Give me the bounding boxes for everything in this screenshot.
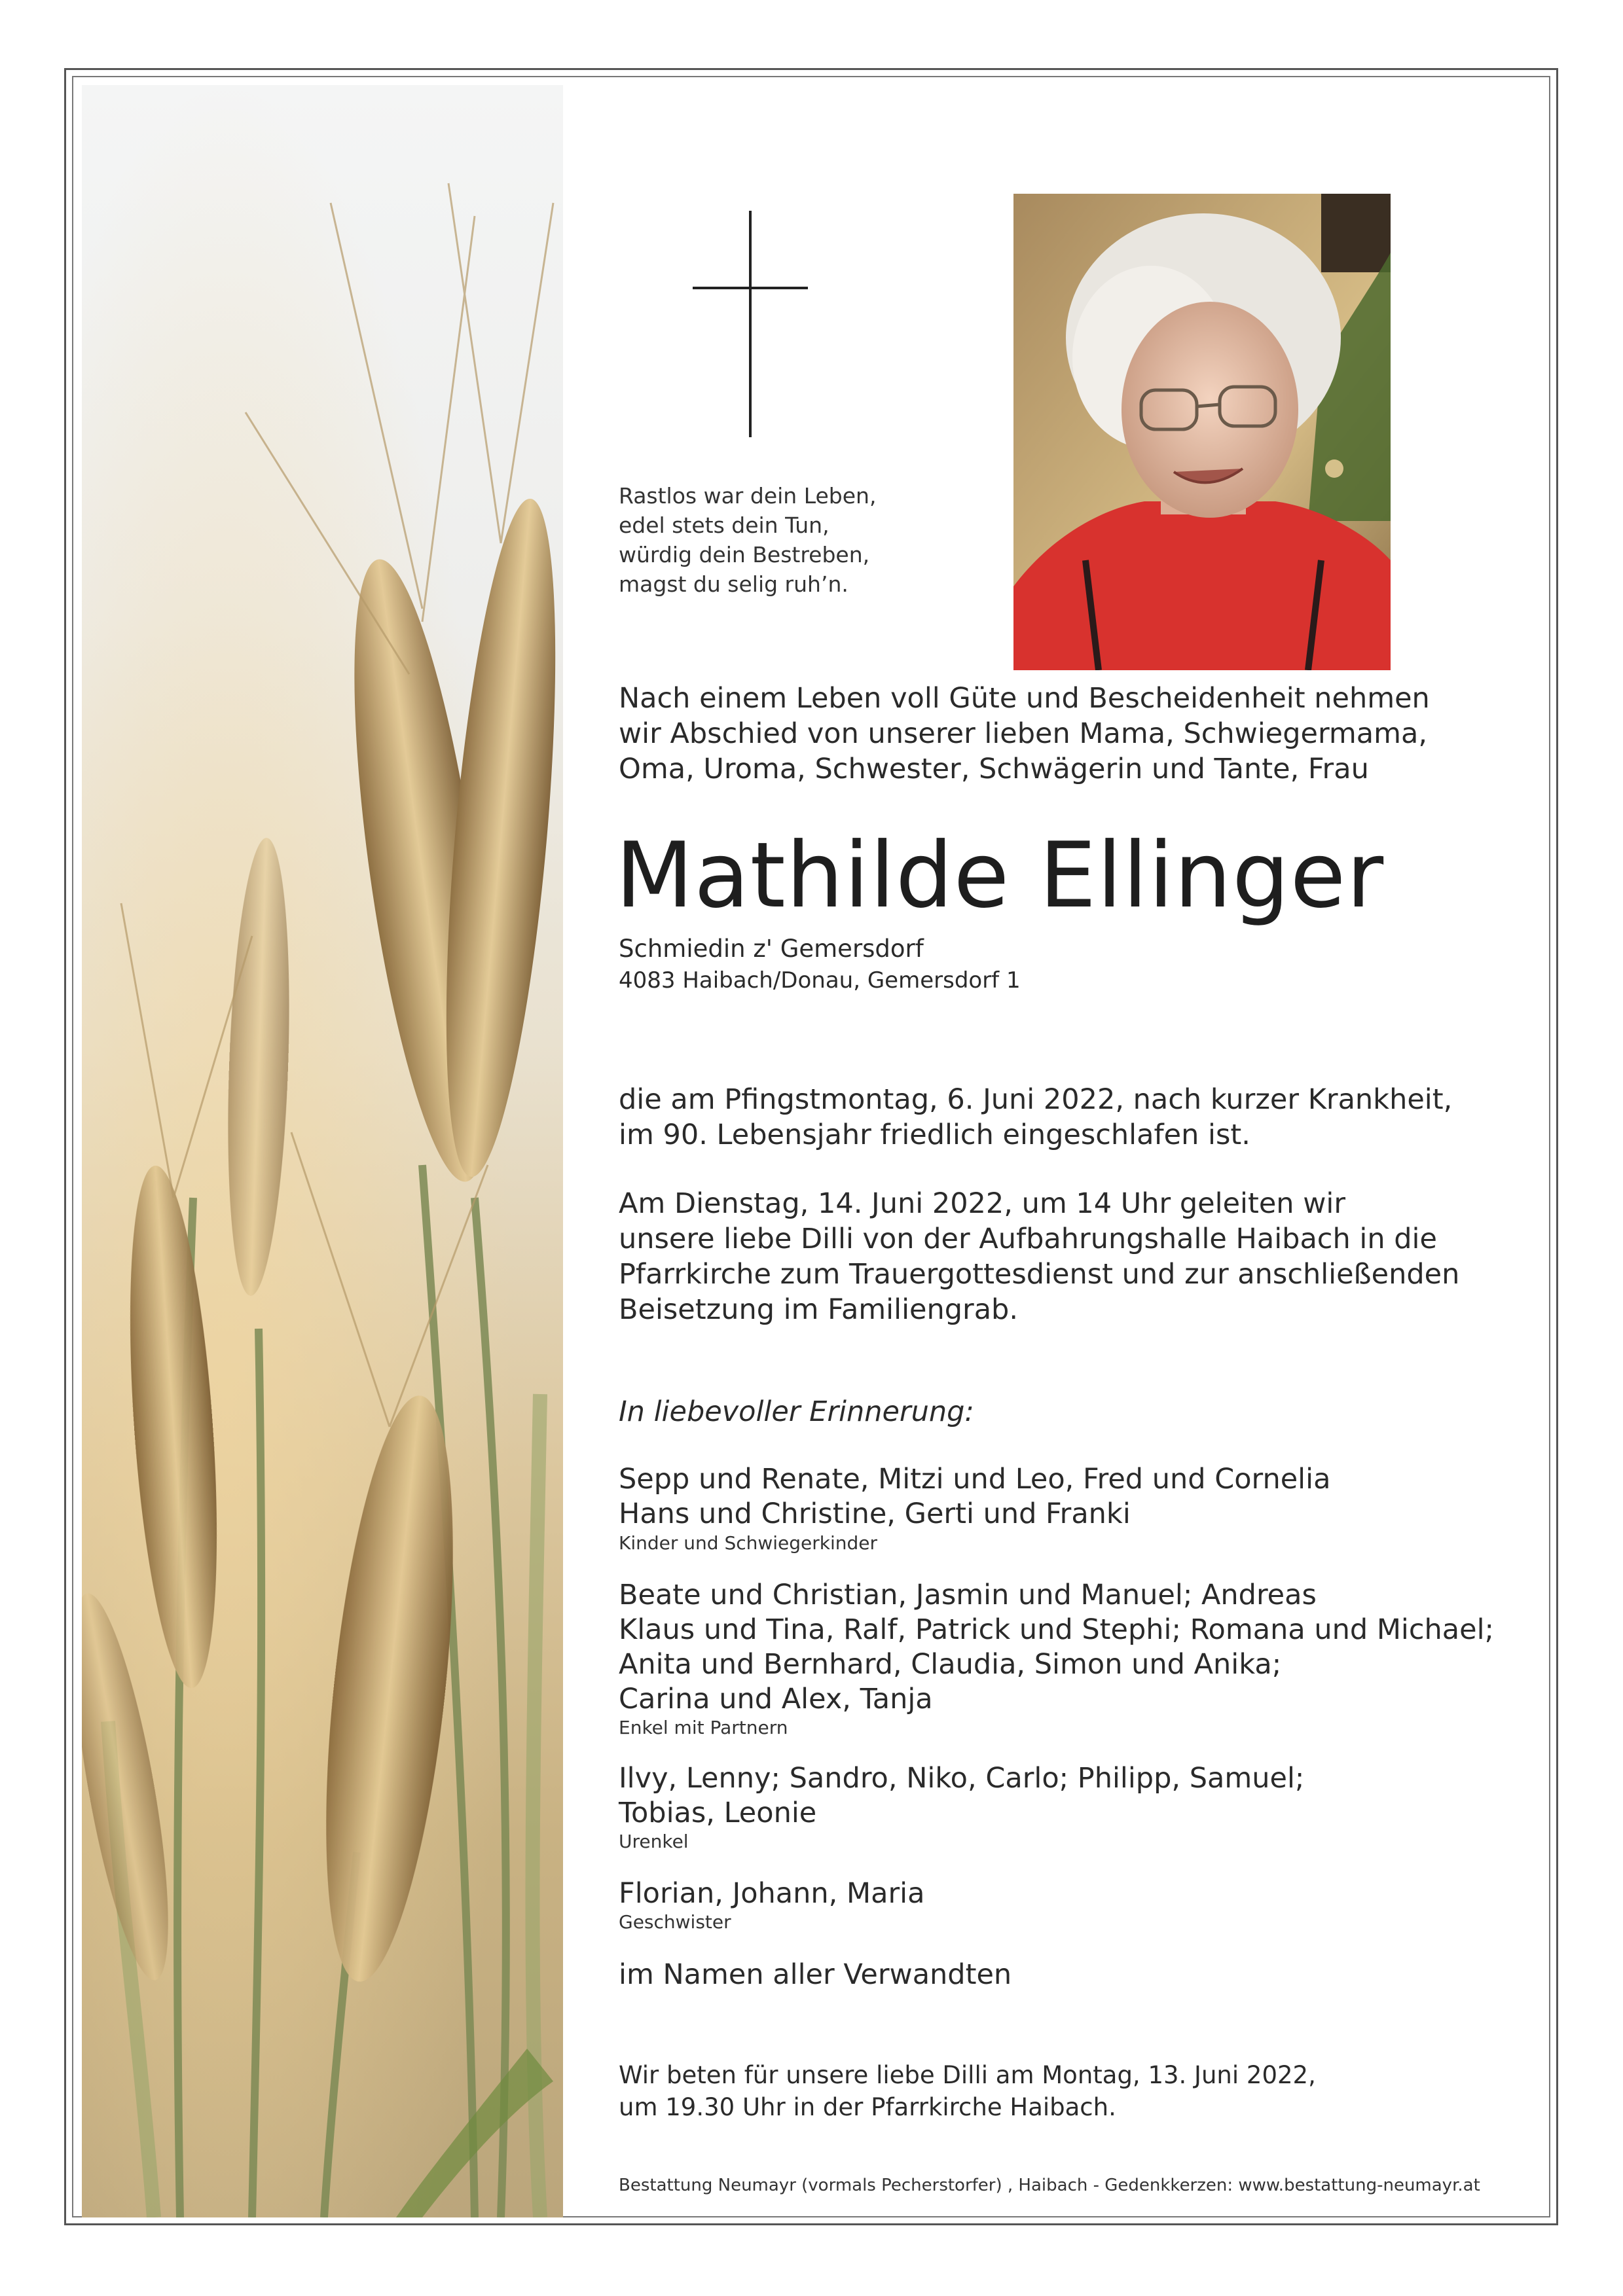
cross-icon xyxy=(693,211,808,437)
funeral-line: Pfarrkirche zum Trauergottesdienst und zur anschließenden xyxy=(619,1258,1460,1291)
memorial-poem xyxy=(619,481,1012,599)
family-line: Anita und Bernhard, Claudia, Simon und Anika; xyxy=(619,1648,1282,1681)
intro-line: wir Abschied von unserer lieben Mama, Schwiegermama, xyxy=(619,717,1428,750)
poem-line: magst du selig ruh’n. xyxy=(619,571,848,597)
family-label: Geschwister xyxy=(619,1911,731,1933)
poem-line: edel stets dein Tun, xyxy=(619,512,830,538)
family-line: Tobias, Leonie xyxy=(619,1797,817,1829)
family-line: Klaus und Tina, Ralf, Patrick und Stephi; Romana und Michael; xyxy=(619,1613,1495,1646)
funeral-line: Am Dienstag, 14. Juni 2022, um 14 Uhr geleiten wir xyxy=(619,1187,1346,1220)
family-line: Beate und Christian, Jasmin und Manuel; Andreas xyxy=(619,1579,1317,1611)
deceased-nickname: Schmiedin z' Gemersdorf xyxy=(619,935,924,963)
funeral-line: unsere liebe Dilli von der Aufbahrungshalle Haibach in die xyxy=(619,1223,1437,1255)
intro-line: Nach einem Leben voll Güte und Bescheidenheit nehmen xyxy=(619,682,1430,715)
relatives-line: im Namen aller Verwandten xyxy=(619,1958,1012,1991)
poem-line: würdig dein Bestreben, xyxy=(619,542,870,567)
family-label: Urenkel xyxy=(619,1831,689,1852)
memory-heading: In liebevoller Erinnerung: xyxy=(619,1395,974,1428)
family-line: Sepp und Renate, Mitzi und Leo, Fred und Cornelia xyxy=(619,1463,1331,1496)
deceased-name: Mathilde Ellinger xyxy=(615,823,1385,928)
footer-credit: Bestattung Neumayr (vormals Pecherstorfer) , Haibach - Gedenkkerzen: www.bestattung-neumayr.at xyxy=(619,2176,1480,2195)
wheat-field-image xyxy=(82,85,563,2217)
portrait-photo xyxy=(1013,194,1391,670)
family-line: Hans und Christine, Gerti und Franki xyxy=(619,1498,1131,1530)
deceased-address: 4083 Haibach/Donau, Gemersdorf 1 xyxy=(619,967,1021,994)
prayer-line: um 19.30 Uhr in der Pfarrkirche Haibach. xyxy=(619,2093,1116,2121)
family-line: Ilvy, Lenny; Sandro, Niko, Carlo; Philipp, Samuel; xyxy=(619,1762,1305,1795)
family-line: Florian, Johann, Maria xyxy=(619,1877,925,1910)
family-label: Enkel mit Partnern xyxy=(619,1717,788,1738)
death-notice-line: die am Pfingstmontag, 6. Juni 2022, nach kurzer Krankheit, xyxy=(619,1083,1453,1116)
funeral-line: Beisetzung im Familiengrab. xyxy=(619,1293,1019,1326)
prayer-line: Wir beten für unsere liebe Dilli am Montag, 13. Juni 2022, xyxy=(619,2061,1316,2089)
family-line: Carina und Alex, Tanja xyxy=(619,1683,933,1715)
family-label: Kinder und Schwiegerkinder xyxy=(619,1532,878,1554)
poem-line: Rastlos war dein Leben, xyxy=(619,483,877,509)
intro-line: Oma, Uroma, Schwester, Schwägerin und Tante, Frau xyxy=(619,753,1369,785)
death-notice-line: im 90. Lebensjahr friedlich eingeschlafen ist. xyxy=(619,1119,1250,1151)
